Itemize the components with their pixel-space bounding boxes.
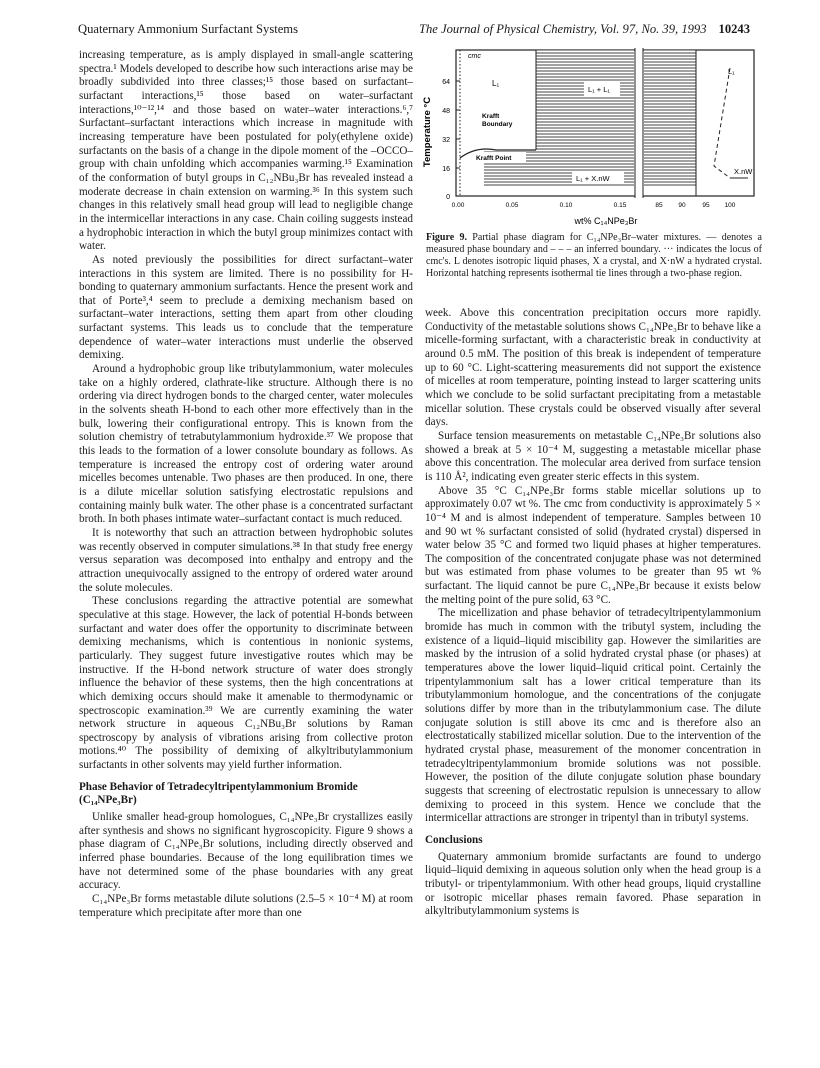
- x-axis-label: wt% C₁₄NPe₃Br: [574, 216, 638, 226]
- krafft-boundary-label: Boundary: [482, 121, 513, 128]
- section-heading: Phase Behavior of Tetradecyltripentylammonium Bromide (C₁₄NPe₃Br): [79, 780, 358, 807]
- two-phase-region-l1-l1: [536, 50, 634, 150]
- figure-caption: [426, 232, 762, 280]
- paragraph: Unlike smaller head-group homologues, C₁₄NPe₃Br crystallizes easily after synthesis and shows no significant hygroscopicity. Figure 9 shows a phase diagram of C₁₄NPe₃Br solutions, including directly observed and inferred phase boundaries. Because of the long equilibration times we have not determined some of the phase boundaries with any great accuracy.: [79, 811, 413, 892]
- y-tick-label: 32: [442, 137, 450, 144]
- y-tick-label: 16: [442, 166, 450, 173]
- phase-diagram-svg: [416, 46, 761, 228]
- running-header-journal: [419, 22, 750, 37]
- y-tick-label: 0: [446, 194, 450, 201]
- x-tick-label: 90: [678, 202, 686, 209]
- right-column: [425, 307, 761, 919]
- paragraph: Quaternary ammonium bromide surfactants are found to undergo liquid–liquid demixing in aqueous solution only when the head group is a tributyl- or tripentylammonium. With other head groups, liquid crystalline or isotropic micellar phases remain favored. Phase separation in alkyltributylammonium systems is: [425, 850, 761, 918]
- krafft-boundary-label: Krafft: [482, 113, 500, 120]
- paragraph: C₁₄NPe₃Br forms metastable dilute solutions (2.5–5 × 10⁻⁴ M) at room temperature which precipitate after more than one: [79, 893, 413, 919]
- journal-citation: The Journal of Physical Chemistry, Vol. 97, No. 39, 1993: [418, 22, 707, 36]
- figure-9-phase-diagram: [416, 46, 761, 228]
- y-tick-label: 64: [442, 79, 450, 86]
- x-tick-label: 0.10: [559, 202, 573, 209]
- y-axis-label: Temperature °C: [422, 96, 433, 168]
- x-axis: [452, 202, 736, 209]
- page-number: 10243: [718, 22, 750, 36]
- section-heading: Conclusions: [425, 833, 483, 846]
- region-label-l1-xnw: L₁ + X.nW: [576, 174, 610, 183]
- paragraph: Above 35 °C C₁₄NPe₃Br forms stable micellar solutions up to approximately 0.07 wt %. The cmc from conductivity is approximately 5 × 10⁻⁴ M and is almost independent of temperature. Samples between 10 and 90 wt % surfactant consisted of solid (hydrated crystal) dispersed in water below 35 °C and formed two liquid phases at higher temperatures. The composition of the concentrated conjugate phase was not determined but was estimated from phase volumes to be greater than 95 wt % surfactant. The liquid cannot be pure C₁₄NPe₃Br because it exists below the melting point of the pure solid, 63 °C.: [425, 484, 761, 606]
- cmc-label: cmc: [468, 53, 481, 60]
- region-label-xnw: X.nW: [734, 167, 753, 176]
- x-tick-label: 0.00: [451, 202, 465, 209]
- two-phase-region-l1-xnw-right: [644, 150, 696, 186]
- x-tick-label: 95: [702, 202, 710, 209]
- region-label-l1-right: L₁: [728, 67, 735, 76]
- x-tick-label: 0.05: [505, 202, 519, 209]
- x-tick-label: 85: [655, 202, 663, 209]
- paragraph: As noted previously the possibilities for direct surfactant–water interactions in this system are limited. There is no possibility for H-bonding to quaternary ammonium surfactants. Hence the present work and that of Porte³,⁴ seem to preclude a demixing mechanism based on surfactant–water interactions, setting them apart from other clouding surfactant systems. This leads us to conclude that the temperature dependence of water–water interactions must underlie the observed demixing.: [79, 253, 413, 362]
- paragraph: These conclusions regarding the attractive potential are somewhat speculative at this stage. However, the lack of potential H-bonds between surfactant and water does offer the opportunity to discriminate between demixing mechanisms, which is contentious in nonionic systems, particularly. They suggest future investigative routes which may be instructive. If the H-bond network structure of water does strongly influence the behavior of these systems, then the high concentrations at which demixing occurs should make it amenable to thermodynamic or spectroscopic examination.³⁹ We are currently examining the water network structure in aqueous C₁₂NBu₃Br solutions by Raman spectroscopy by analysis of vibrations arising from collective proton motions.⁴⁰ The possibility of demixing of alkyltributylammonium surfactants in other solvents may yield further information.: [79, 595, 413, 772]
- two-phase-region-l1-l1-right: [644, 50, 696, 150]
- figure-label: Figure 9.: [426, 232, 467, 243]
- caption-text: Partial phase diagram for C₁₄NPe₃Br–water mixtures. — denotes a measured phase boundary and – – – an inferred boundary. ··· indicates the locus of cmc's. L denotes isotropic liquid phases, X a crystal, and X·nW a hydrated crystal. Horizontal hatching represents isothermal tie lines through a two-phase region.: [426, 232, 762, 279]
- left-column: [79, 49, 413, 920]
- region-label-l1: L₁: [492, 79, 500, 88]
- paragraph: Surface tension measurements on metastable C₁₄NPe₃Br solutions also showed a break at 5 × 10⁻⁴ M, suggesting a metastable micellar phase above this concentration. The molecular area derived from surface tension is 110 Å², indicating even greater steric effects in this system.: [425, 429, 761, 483]
- krafft-point-label: Krafft Point: [476, 155, 512, 162]
- paragraph: week. Above this concentration precipitation occurs more rapidly. Conductivity of the metastable solutions shows C₁₄NPe₃Br to behave like a micelle-forming surfactant, with a characteristic break in conductivity at around 0.5 mM. The position of this break is independent of temperature up to 60 °C. Light-scattering measurements did not support the existence of micelles at room temperature, pointing instead to larger scattering units which we conclude to be solid surfactant precipitating from a metastable micellar solution. These crystals could be observed visually after several days.: [425, 307, 761, 429]
- region-label-l1-l1: L₁ + L₁: [588, 85, 610, 94]
- paragraph: It is noteworthy that such an attraction between hydrophobic solutes was recently observed in computer simulations.³⁸ In that study free energy versus separation was decomposed into enthalpy and entropy and the attraction unequivocally assigned to the entropy of ordered water around the solute molecules.: [79, 526, 413, 594]
- paragraph: Around a hydrophobic group like tributylammonium, water molecules take on a highly ordered, clathrate-like structure. Although there is no ordering via direct hydrogen bonds to the charged center, water molecules in the solvents sheath H-bond to each other more effectively than in the bulk, lowering their configurational entropy. This is known from the solution chemistry of tetrabutylammonium hydroxide.³⁷ We propose that this leads to the formation of a lower consolute boundary as follows. As temperature is increased the entropy cost of ordering water around micelles becomes untenable. Two phases are then produced. In one, there is a dilute micellar solution satisfying electrostatic repulsions and containing mainly bulk water. The other phase is a concentrated surfactant broth. In both phases intimate water–surfactant contact is much reduced.: [79, 363, 413, 526]
- x-tick-label: 0.15: [613, 202, 627, 209]
- paragraph: The micellization and phase behavior of tetradecyltripentylammonium bromide has much in common with the tributyl system, including the existence of a liquid–liquid miscibility gap. However the similarities are masked by the intrusion of a solid hydrated crystal phase (or phases) at temperatures above the lower liquid–liquid critical point. Certainly the tripentylammonium salt has a lower critical temperature than its tributylammonium homologue, and the concentrations of the conjugate solutions differ by more than in the tributylammonium case. The dilute conjugate solution is still above its cmc and is therefore also an electrostatically stabilized micellar solution. Due to the intervention of the hydrated crystal phase, measurement of the monomer concentration in tetradecyltripentylammonium bromide solutions was not possible. However, the position of the dilute conjugate solution phase boundary suggests that screening of electrostatic repulsion is unnecessary to allow demixing to proceed in this system. Hence we conclude that the intermicellar attractions are stronger in tripentyl than in tributyl systems.: [425, 607, 761, 825]
- y-tick-label: 48: [442, 108, 450, 115]
- running-header-title: Quaternary Ammonium Surfactant Systems: [78, 22, 299, 36]
- axis-break: [635, 48, 643, 198]
- x-tick-label: 100: [724, 202, 736, 209]
- paragraph: increasing temperature, as is amply displayed in small-angle scattering spectra.¹ Models developed to describe how such interactions arise may be broadly subdivided into three classes;¹⁵ those based on surfactant–surfactant interactions,¹⁵ those based on water–surfactant interactions,¹⁰⁻¹²,¹⁴ and those based on water–water interactions.⁶,⁷ Surfactant–surfactant interactions which increase in magnitude with increasing temperature have been postulated for poly(ethylene oxide) surfactants on the basis of a change in the dipole moment of the –OCCO– group with chain unfolding which accompanies warming.¹⁵ Examination of the conformation of butyl groups in C₁₂NBu₃Br has revealed instead a moderate decrease in chain extension on warming.³⁶ In this system such changes in this relatively small head group will lead to negligible change in the intermicellar interactions in any case. Chain coiling suggests instead a hydrophobic interaction in which the butyl group minimizes contact with water.: [79, 49, 413, 253]
